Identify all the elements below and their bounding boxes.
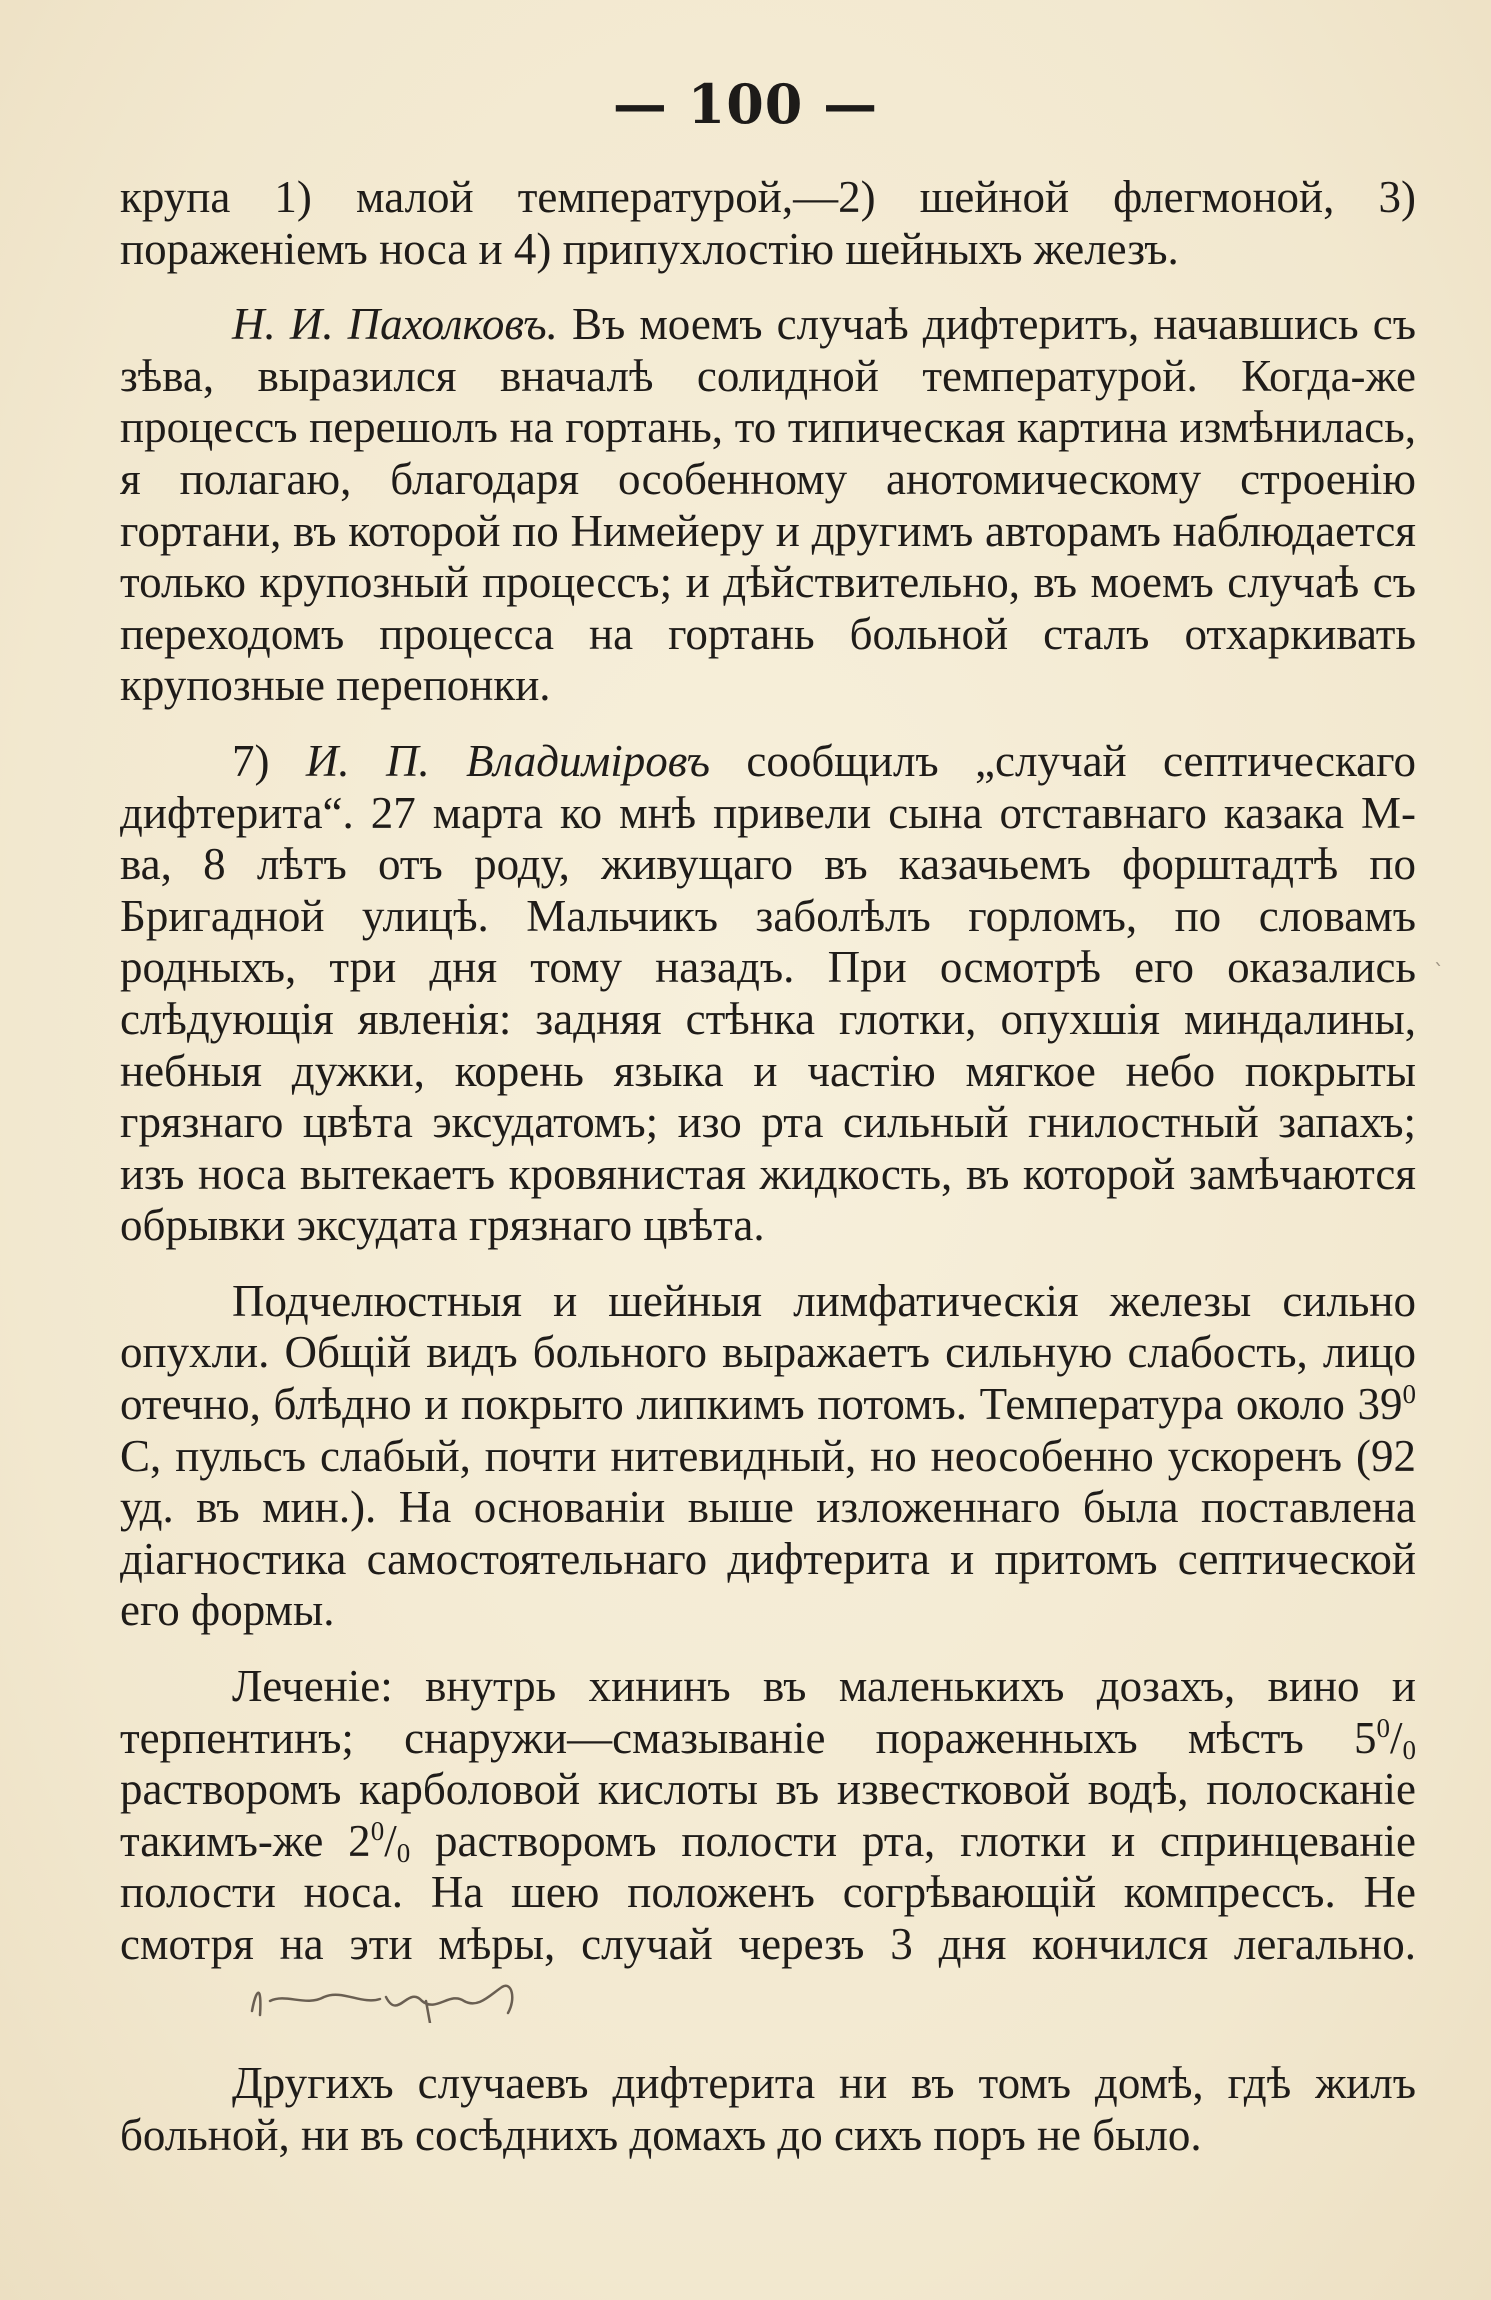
percent-bottom: 0 bbox=[396, 1837, 411, 1868]
percent-top: 0 bbox=[370, 1815, 385, 1846]
paragraph-4-text-b: C, пульсъ слабый, почти нитевидный, но неособенно ускоренъ (92 уд. въ мин.). На основаніи выше изложеннаго была поставлена діагностика самостоятельнаго дифтерита и притомъ септической его формы. bbox=[120, 1430, 1416, 1636]
paragraph-5-text-a: Леченіе: внутрь хининъ въ маленькихъ дозахъ, вино и терпентинъ; снаружи—смазываніе пораженныхъ мѣстъ 5 bbox=[120, 1661, 1416, 1763]
paragraph-3 bbox=[120, 736, 1416, 1252]
paragraph-4 bbox=[120, 1276, 1416, 1637]
paragraph-5 bbox=[120, 1661, 1416, 2034]
item-number: 7) bbox=[232, 735, 306, 786]
percent-bottom: 0 bbox=[1402, 1734, 1416, 1765]
paragraph-1-text: крупа 1) малой температурой,—2) шейной флегмоной, 3) пораженіемъ носа и 4) припухлостію шейныхъ железъ. bbox=[120, 172, 1416, 274]
author-name: И. П. Владиміровъ bbox=[305, 735, 710, 786]
paragraph-5-text-e: растворомъ полости рта, глотки и спринцеваніе полости носа. На шею положенъ согрѣвающій компрессъ. Не смотря на эти мѣры, случай черезъ 3 дня кончился легально. bbox=[120, 1815, 1416, 1969]
paragraph-3-text: сообщилъ „случай септическаго дифтерита“. 27 марта ко мнѣ привели сына отставнаго казака М-ва, 8 лѣтъ отъ роду, живущаго въ казачьемъ форштадтѣ по Бригадной улицѣ. Мальчикъ заболѣлъ горломъ, по словамъ родныхъ, три дня тому назадъ. При осмотрѣ его оказались слѣдующія явленія: задняя стѣнка глотки, опухшія миндалины, небныя дужки, корень языка и частію мягкое небо покрыты грязнаго цвѣта эксудатомъ; изо рта сильный гнилостный запахъ; изъ носа вытекаетъ кровянистая жидкость, въ которой замѣчаются обрывки эксудата грязнаго цвѣта. bbox=[120, 735, 1416, 1251]
body-text bbox=[120, 172, 1416, 2161]
paragraph-4-text-a: Подчелюстныя и шейныя лимфатическія железы сильно опухли. Общій видъ больного выражаетъ сильную слабость, лицо отечно, блѣдно и покрыто липкимъ потомъ. Температура около 39 bbox=[120, 1275, 1416, 1430]
paragraph-2-text: Въ моемъ случаѣ дифтеритъ, начавшись съ зѣва, выразился вначалѣ солидной температурой. Когда-же процессъ перешолъ на гортань, то типическая картина измѣнилась, я полагаю, благодаря особенному анотомическому строенію гортани, въ которой по Нимейеру и другимъ авторамъ наблюдается только крупозный процессъ; и дѣйствительно, въ моемъ случаѣ съ переходомъ процесса на гортань больной сталъ отхаркивать крупозные перепонки. bbox=[120, 299, 1416, 711]
paragraph-2 bbox=[120, 299, 1416, 712]
degree-sign: 0 bbox=[1402, 1379, 1416, 1410]
percent-slash: / bbox=[384, 1815, 397, 1866]
percent-slash: / bbox=[1389, 1712, 1403, 1763]
paragraph-5-text-c: растворомъ карболовой кислоты въ известковой водѣ, полосканіе такимъ-же 2 bbox=[120, 1764, 1416, 1866]
paragraph-1 bbox=[120, 172, 1416, 275]
margin-tick-icon: ˎ bbox=[1434, 942, 1444, 966]
handwritten-scribble-icon bbox=[134, 1971, 526, 2035]
percent-top: 0 bbox=[1376, 1712, 1390, 1743]
author-name: Н. И. Пахолковъ. bbox=[232, 299, 558, 350]
paragraph-6 bbox=[120, 2058, 1416, 2161]
page-number: — 100 — bbox=[612, 72, 879, 136]
paragraph-6-text: Другихъ случаевъ дифтерита ни въ томъ домѣ, гдѣ жилъ больной, ни въ сосѣднихъ домахъ до сихъ поръ не было. bbox=[120, 2058, 1416, 2160]
